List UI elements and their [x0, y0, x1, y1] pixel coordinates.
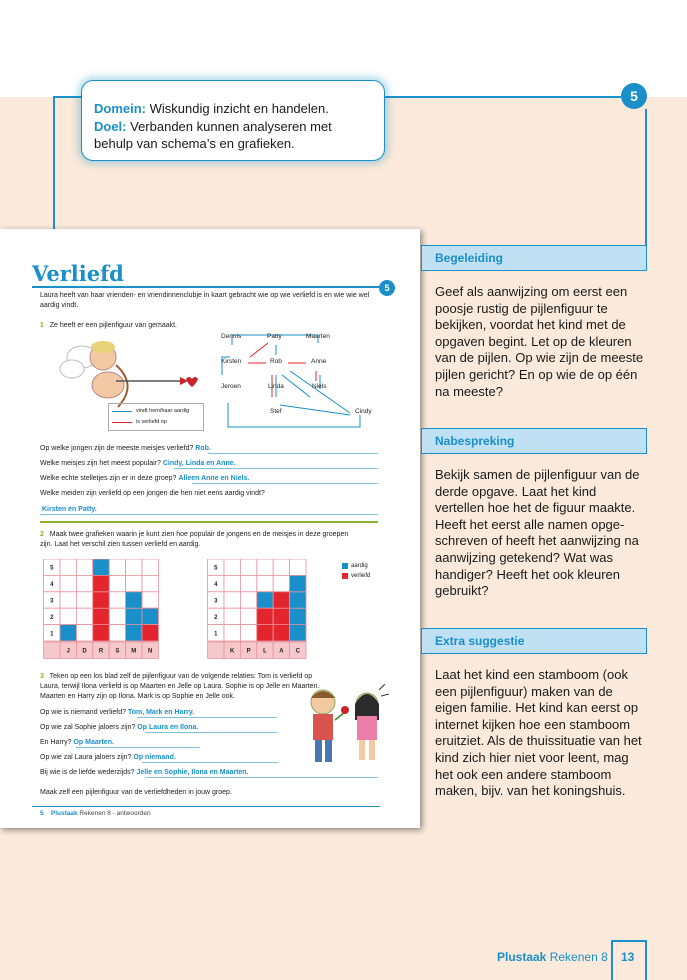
boys-grid-cell	[76, 592, 92, 608]
boys-grid-cell	[126, 559, 142, 575]
q3d-question: Op wie zal Laura jaloers zijn?	[40, 754, 132, 761]
girls-bar-verliefd-A	[273, 608, 289, 624]
frame-line-left	[53, 96, 55, 230]
worksheet-footer-num: 5	[40, 810, 44, 817]
section-text-extra: Laat het kind een stamboom (ook een pijlenfiguur) maken van de eigen familie. Het kind kan eerst op internet kijken hoe een stamboom eruitziet. Als de thuissituatie van het kind zich hier niet voor leent, mag het ook een andere stamboom maken, bijv. van het koningshuis.	[435, 667, 642, 799]
boys-ytick: 1	[50, 631, 54, 638]
frame-line-right-bottom	[645, 940, 647, 980]
girls-xtick-K: K	[230, 648, 235, 655]
legend-verliefd-swatch	[342, 573, 348, 579]
domain-text: Wiskundig inzicht en handelen.	[149, 101, 329, 116]
q3b-answer: Op Laura en Ilona.	[137, 724, 199, 731]
q3c-line	[76, 747, 200, 748]
boys-grid-cell	[109, 608, 125, 624]
girls-grid-cell	[240, 625, 256, 641]
q1b-question: Welke meisjes zijn het meest populair?	[40, 460, 161, 467]
girls-bar-verliefd-L	[257, 608, 273, 624]
boys-bar-verliefd-R	[93, 592, 109, 608]
worksheet-intro: Laura heeft van haar vrienden- en vriendinnenclubje in kaart gebracht wie op wie verliefd is en wie wie wel aardig vindt.	[40, 292, 370, 309]
q1-text: Ze heeft er een pijlenfiguur van gemaakt.	[49, 322, 177, 329]
goal-label: Doel:	[94, 118, 127, 134]
boys-bar-aardig-R	[93, 559, 109, 575]
q2-block	[40, 530, 360, 550]
boys-bar-verliefd-N	[142, 625, 158, 641]
legend-love-label: is verliefd op	[136, 419, 167, 425]
lesson-number-badge: 5	[621, 83, 647, 109]
girls-ytick: 1	[214, 631, 218, 638]
q3c-answer: Op Maarten.	[73, 739, 114, 746]
boys-grid-cell	[76, 608, 92, 624]
girls-bar-aardig-C	[290, 625, 306, 641]
girls-ytick: 5	[214, 565, 218, 572]
boys-cat-cell-empty	[44, 642, 60, 658]
worksheet-footer-brand: Plustaak	[50, 810, 78, 817]
section-text-begeleiding: Geef als aanwijzing om eerst een poosje rustig de pijlenfiguur te bekijken, voordat het kind met de opgaven begint. Let op de kleuren van de pijlen. Op wie zijn de meeste pijlen gericht? En op wie de op één na meeste?	[435, 284, 644, 399]
boys-xtick-S: S	[115, 648, 120, 655]
goal-text: Verbanden kunnen analyseren met behulp van schema’s en grafieken.	[94, 118, 332, 151]
q1a-answer: Rob.	[195, 445, 211, 452]
diagram-name-anne: Anne	[311, 358, 327, 365]
section-text-nabespreking: Bekijk samen de pijlenfiguur van de derde opgave. Laat het kind vertellen hoe het de figuur maakte. Heeft het eerst alle namen opge- schreven of heeft het aanwijzing na aanwijzing getekend? Wat was handiger? Heeft het ook kleuren gebruikt?	[435, 467, 640, 599]
q3d-answer: Op niemand.	[133, 754, 176, 761]
boys-xtick-M: M	[131, 648, 137, 655]
page-number: 13	[621, 950, 635, 964]
boys-grid-cell	[76, 575, 92, 591]
q3-block	[40, 672, 330, 702]
frame-line-right	[645, 109, 647, 245]
diagram-name-cindy: Cindy	[355, 408, 372, 415]
boys-ytick: 4	[50, 582, 54, 589]
legend-love-arrow	[112, 422, 132, 423]
q1a	[40, 444, 211, 454]
frame-line-top	[53, 96, 81, 98]
diagram-name-rob: Rob	[270, 358, 282, 365]
boys-ytick: 2	[50, 614, 54, 621]
boys-grid-cell	[109, 625, 125, 641]
boys-grid-cell	[109, 592, 125, 608]
girls-bar-verliefd-L	[257, 625, 273, 641]
chart-boys	[40, 559, 190, 664]
domain-goal-box	[81, 80, 385, 161]
q1c-answer: Alleen Anne en Niels.	[178, 475, 250, 482]
q1d-line	[40, 514, 378, 515]
page-footer-brand-bold: Plustaak	[497, 950, 547, 964]
girls-grid-cell	[240, 608, 256, 624]
boys-grid-cell	[109, 575, 125, 591]
boys-xtick-J: J	[66, 648, 70, 655]
section-title-extra: Extra suggestie	[421, 628, 647, 654]
boys-grid-cell	[142, 575, 158, 591]
diagram-name-linda: Linda	[268, 383, 284, 390]
boys-grid-cell	[142, 592, 158, 608]
worksheet-footer-rule	[32, 806, 380, 807]
boys-grid-cell	[126, 575, 142, 591]
closing-task: Maak zelf een pijlenfiguur van de verliefdheden in jouw groep.	[40, 789, 232, 796]
girls-grid-cell	[240, 575, 256, 591]
q2-text: Maak twee grafieken waarin je kunt zien hoe populair de jongens en de meisjes in deze groepen zijn. Laat het verschil zien tussen verliefd en aardig.	[40, 531, 349, 548]
chart-girls	[204, 559, 334, 664]
boys-grid-cell	[60, 559, 76, 575]
boys-bar-verliefd-R	[93, 625, 109, 641]
worksheet-title: Verliefd	[32, 261, 124, 286]
girls-bar-aardig-C	[290, 608, 306, 624]
girls-grid-cell	[224, 575, 240, 591]
q1d-answer: Kirsten en Patty.	[42, 506, 97, 513]
boys-bar-verliefd-R	[93, 608, 109, 624]
girls-grid-cell	[257, 559, 273, 575]
legend-aardig-label: aardig	[351, 563, 368, 569]
girls-ytick: 3	[214, 598, 218, 605]
girls-grid-cell	[240, 559, 256, 575]
q3d-line	[142, 762, 278, 763]
q1a-line	[208, 453, 378, 454]
worksheet-page	[0, 229, 420, 828]
boys-bar-aardig-J	[60, 625, 76, 641]
boys-grid-cell	[60, 575, 76, 591]
girls-grid-cell	[224, 559, 240, 575]
girls-grid-cell	[224, 592, 240, 608]
girls-ytick: 4	[214, 582, 218, 589]
girls-xtick-P: P	[246, 648, 251, 655]
page-footer-brand	[497, 950, 608, 964]
q1c-question: Welke echte stelletjes zijn er in deze groep?	[40, 475, 177, 482]
boys-bar-aardig-M	[126, 625, 142, 641]
legend-aardig-swatch	[342, 563, 348, 569]
girls-bar-aardig-C	[290, 575, 306, 591]
q1c-line	[192, 483, 378, 484]
legend-kind-label: vindt hem/haar aardig	[136, 408, 190, 414]
q3a-question: Op wie is niemand verliefd?	[40, 709, 126, 716]
girls-xtick-L: L	[263, 648, 267, 655]
girls-bar-verliefd-A	[273, 625, 289, 641]
section-title-nabespreking: Nabespreking	[421, 428, 647, 454]
girls-bar-aardig-C	[290, 592, 306, 608]
boys-bar-verliefd-R	[93, 575, 109, 591]
boys-grid-cell	[60, 608, 76, 624]
girls-grid-cell	[224, 608, 240, 624]
frame-line-footer-sep	[611, 940, 613, 980]
frame-line-top-right	[385, 96, 621, 98]
q3b-question: Op wie zal Sophie jaloers zijn?	[40, 724, 136, 731]
diagram-name-dennis: Dennis	[221, 333, 242, 340]
girls-grid-cell	[290, 559, 306, 575]
q2-number: 2	[40, 531, 44, 538]
girls-xtick-C: C	[295, 648, 300, 655]
girls-grid-cell	[257, 575, 273, 591]
q3e-answer: Jelle en Sophie, Ilona en Maarten.	[136, 769, 249, 776]
boys-grid-cell	[60, 592, 76, 608]
diagram-name-kirsten: Kirsten	[221, 358, 242, 365]
boys-xtick-D: D	[82, 648, 87, 655]
page-footer-brand-rest: Rekenen 8	[549, 950, 608, 964]
couple-illustration	[295, 684, 395, 764]
girls-grid-cell	[224, 625, 240, 641]
diagram-name-jeroen: Jeroen	[221, 383, 241, 390]
q1d-question: Welke meiden zijn verliefd op een jongen die hen niet eens aardig vindt?	[40, 490, 265, 497]
q1b-line	[174, 468, 378, 469]
boys-ytick: 3	[50, 598, 54, 605]
worksheet-footer	[40, 810, 151, 817]
domain-label: Domein:	[94, 101, 146, 116]
girls-xtick-A: A	[279, 648, 284, 655]
worksheet-footer-rest: Rekenen 8 - antwoorden	[79, 810, 151, 817]
boys-ytick: 5	[50, 565, 54, 572]
q3-number: 3	[40, 673, 44, 680]
q3a-answer: Tom, Mark en Harry.	[127, 709, 195, 716]
girls-grid-cell	[273, 559, 289, 575]
diagram-name-patty: Patty	[267, 333, 282, 340]
legend-verliefd-label: verliefd	[351, 573, 371, 579]
girls-ytick: 2	[214, 614, 218, 621]
boys-bar-aardig-M	[126, 592, 142, 608]
q3e-question: Bij wie is de liefde wederzijds?	[40, 769, 135, 776]
girls-cat-cell-empty	[208, 642, 224, 658]
boys-grid-cell	[76, 625, 92, 641]
green-separator	[40, 521, 378, 523]
q3b-line	[145, 732, 277, 733]
girls-bar-verliefd-A	[273, 592, 289, 608]
q1a-question: Op welke jongen zijn de meeste meisjes verliefd?	[40, 445, 194, 452]
q3e-line	[146, 777, 378, 778]
q1-line	[40, 321, 177, 331]
q3-text: Teken op een los blad zelf de pijlenfiguur van de volgende relaties: Tom is verliefd op Laura, terwijl Ilona verliefd is op Maarten en Jelle op Laura. Sophie is op Jelle en Maarten. Maarten en Harry zijn op Ilona. Mark is op Sophie en Jelle ook.	[40, 673, 320, 700]
girls-bar-aardig-L	[257, 592, 273, 608]
boys-grid-cell	[76, 559, 92, 575]
q3c-question: En Harry?	[40, 739, 72, 746]
girls-grid-cell	[240, 592, 256, 608]
legend-kind-arrow	[112, 411, 132, 412]
q3a-line	[137, 717, 277, 718]
boys-bar-aardig-N	[142, 608, 158, 624]
boys-grid-cell	[142, 559, 158, 575]
boys-xtick-N: N	[148, 648, 153, 655]
section-title-begeleiding: Begeleiding	[421, 245, 647, 271]
worksheet-title-rule	[32, 286, 380, 288]
worksheet-badge: 5	[379, 280, 395, 296]
q1b-answer: Cindy, Linda en Anne.	[162, 460, 236, 467]
boys-grid-cell	[109, 559, 125, 575]
boys-xtick-R: R	[98, 648, 104, 655]
frame-line-bottom	[611, 940, 647, 942]
girls-grid-cell	[273, 575, 289, 591]
diagram-name-niels: Niels	[312, 383, 327, 390]
diagram-name-stef: Stef	[270, 408, 282, 415]
diagram-name-maarten: Maarten	[306, 333, 330, 340]
boys-bar-aardig-M	[126, 608, 142, 624]
q1-number: 1	[40, 322, 44, 329]
